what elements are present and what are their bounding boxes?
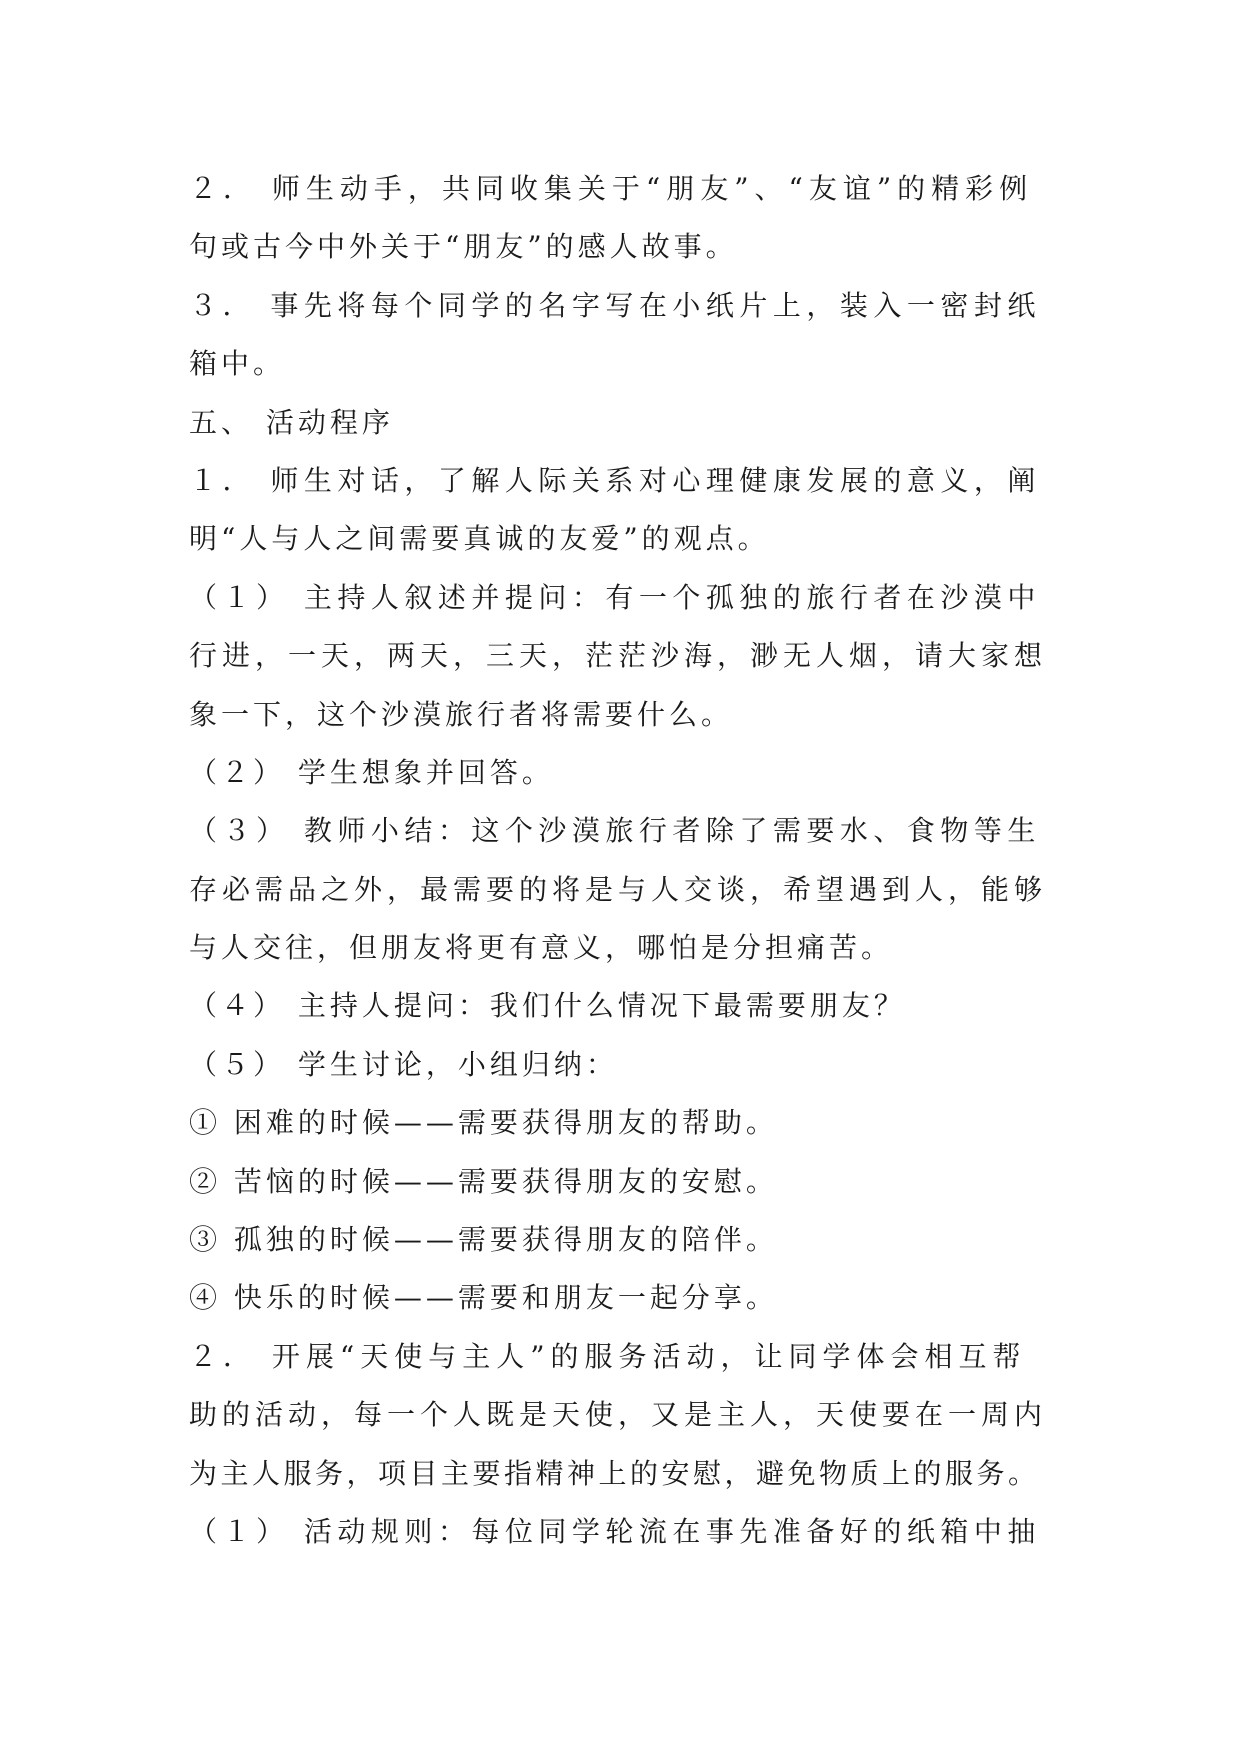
list-item: ③ 孤独的时候——需要获得朋友的陪伴。 xyxy=(189,1223,778,1257)
paragraph-line: （２） 学生想象并回答。 xyxy=(189,755,554,789)
paragraph-line: １． 师生对话，了解人际关系对心理健康发展的意义，阐 xyxy=(189,463,1041,497)
paragraph-line: 与人交往，但朋友将更有意义，哪怕是分担痛苦。 xyxy=(189,931,894,965)
paragraph-line: ２． 师生动手，共同收集关于“朋友”、“友谊”的精彩例 xyxy=(189,172,1034,205)
paragraph-line: 象一下，这个沙漠旅行者将需要什么。 xyxy=(189,697,734,731)
section-heading: 五、 活动程序 xyxy=(189,405,394,439)
paragraph-line: ２． 开展“天使与主人”的服务活动，让同学体会相互帮 xyxy=(189,1339,1027,1373)
paragraph-line: 助的活动，每一个人既是天使，又是主人，天使要在一周内 xyxy=(189,1398,1048,1432)
document-body xyxy=(189,160,1049,1561)
paragraph-line: ３． 事先将每个同学的名字写在小纸片上，装入一密封纸 xyxy=(189,288,1041,322)
paragraph-line: （４） 主持人提问：我们什么情况下最需要朋友？ xyxy=(189,989,906,1023)
paragraph-line: （１） 主持人叙述并提问：有一个孤独的旅行者在沙漠中 xyxy=(189,580,1041,614)
paragraph-line: 行进，一天，两天，三天，茫茫沙海，渺无人烟，请大家想 xyxy=(189,639,1048,673)
list-item: ④ 快乐的时候——需要和朋友一起分享。 xyxy=(189,1281,778,1315)
paragraph-line: 明“人与人之间需要真诚的友爱”的观点。 xyxy=(189,522,770,556)
paragraph-line: 为主人服务，项目主要指精神上的安慰，避免物质上的服务。 xyxy=(189,1456,1040,1490)
paragraph-line: （５） 学生讨论，小组归纳： xyxy=(189,1047,618,1081)
list-item: ② 苦恼的时候——需要获得朋友的安慰。 xyxy=(189,1164,778,1198)
paragraph-line: （３） 教师小结：这个沙漠旅行者除了需要水、食物等生 xyxy=(189,814,1041,848)
paragraph-line: 存必需品之外，最需要的将是与人交谈，希望遇到人，能够 xyxy=(189,872,1048,906)
paragraph-line: 箱中。 xyxy=(189,347,286,381)
list-item: ① 困难的时候——需要获得朋友的帮助。 xyxy=(189,1106,778,1140)
paragraph-line: （１） 活动规则：每位同学轮流在事先准备好的纸箱中抽 xyxy=(189,1514,1041,1548)
paragraph-line: 句或古今中外关于“朋友”的感人故事。 xyxy=(189,230,738,264)
